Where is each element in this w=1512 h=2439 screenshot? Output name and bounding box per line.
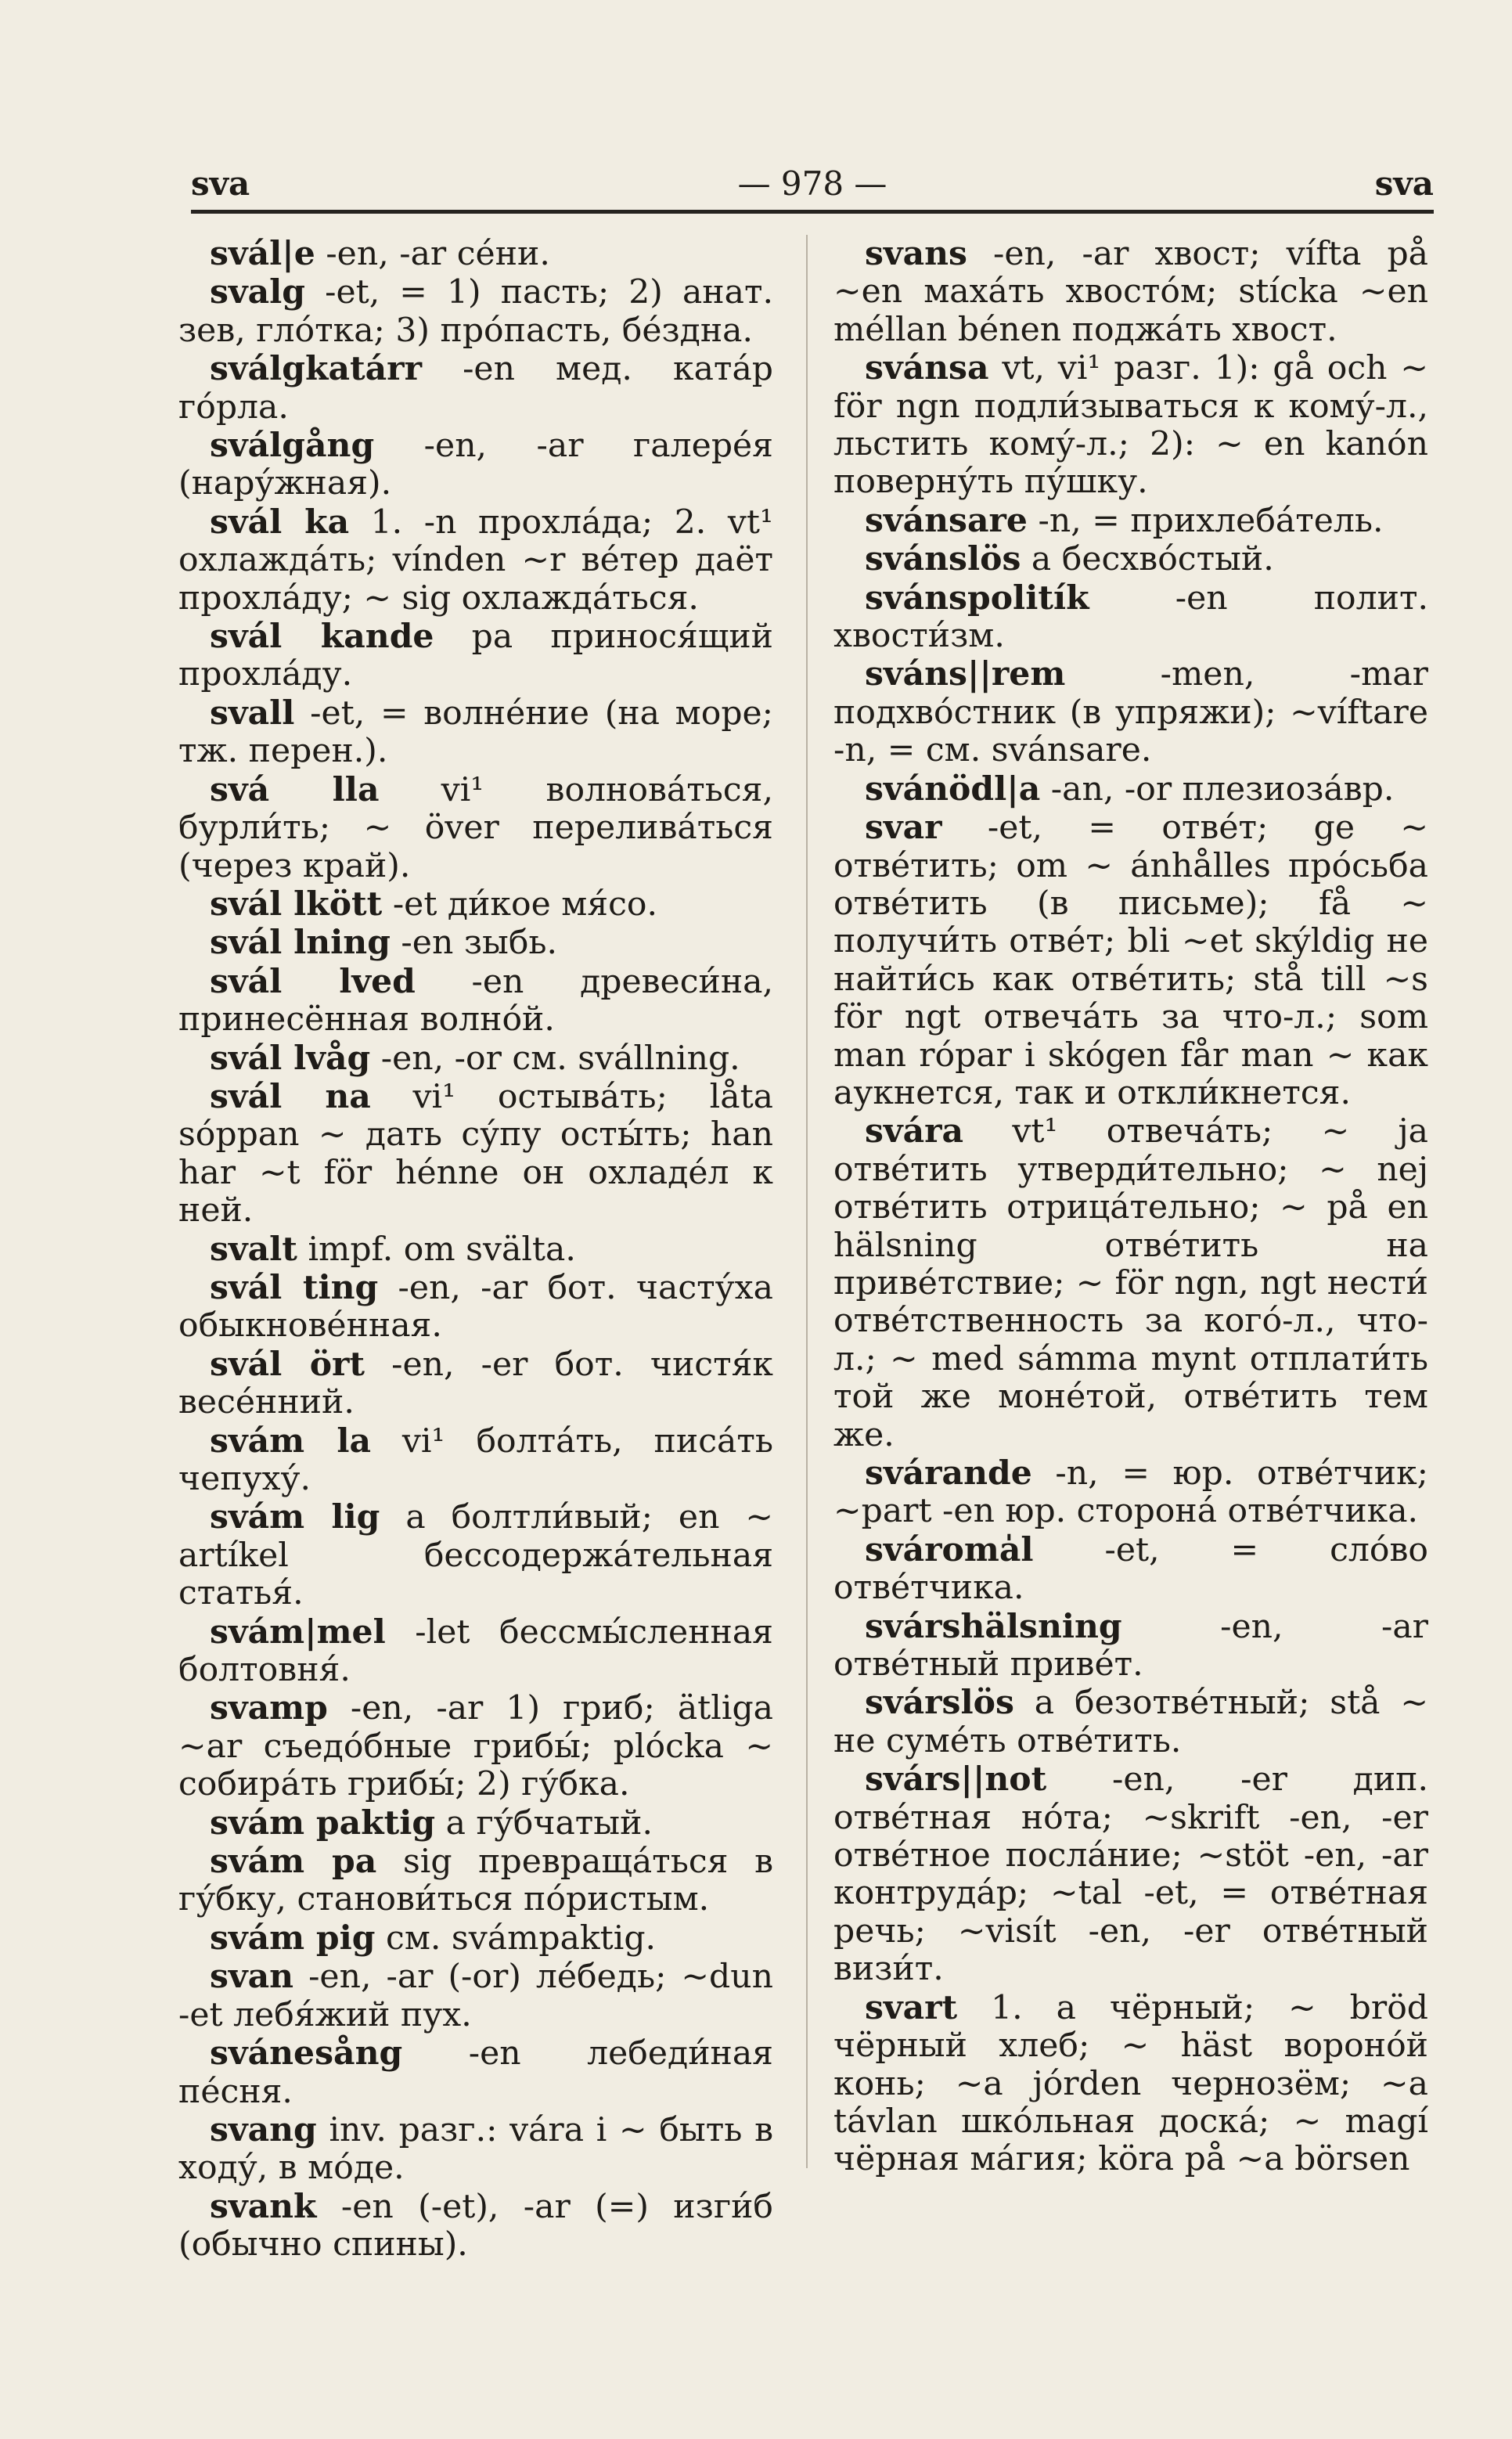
dictionary-entry bbox=[833, 1531, 1428, 1608]
entry-definition: vi¹ болта́ть, писа́ть чепуху́. bbox=[178, 1421, 774, 1498]
entry-definition: -n, = юр. отве́тчик; ~part -en юр. сторона́ отве́тчика. bbox=[833, 1454, 1428, 1531]
dictionary-entry bbox=[178, 1919, 773, 1958]
entry-headword: svalt bbox=[210, 1229, 297, 1269]
dictionary-entry bbox=[833, 770, 1428, 809]
entry-headword: svám paktig bbox=[210, 1803, 436, 1843]
entry-definition: -et, = сло́во отве́тчика. bbox=[833, 1530, 1428, 1608]
dictionary-entry bbox=[833, 235, 1428, 349]
entry-definition: -et, = отве́т; ge ~ отве́тить; om ~ ánhålles про́сьба отве́тить (в письме); få ~ получи́ть отве́т; bli ~et skýldig не найти́сь как отве́тить; stå till ~s för ngt отвеча́ть за что-л.; som man rópar i skógen får man ~ как аукнется, так и откли́кнется. bbox=[833, 809, 1428, 1112]
entry-definition: см. svámpaktig. bbox=[375, 1918, 657, 1958]
entry-definition: -en, -ar галере́я (нару́жная). bbox=[178, 427, 773, 503]
entry-headword: svang bbox=[210, 2109, 317, 2149]
running-header bbox=[191, 161, 1434, 208]
entry-definition: 1. -n прохла́да; 2. vt¹ охлажда́ть; vínden ~r ве́тер даёт прохла́ду; ~ sig охлажда́ться. bbox=[178, 503, 773, 618]
dictionary-entry bbox=[178, 1689, 773, 1803]
entry-headword: svá lla bbox=[210, 769, 380, 809]
entry-definition: -an, -or плезиоза́вр. bbox=[1040, 769, 1395, 809]
entry-headword: svál lved bbox=[210, 961, 416, 1001]
dictionary-entry bbox=[178, 2034, 773, 2111]
dictionary-entry bbox=[833, 1608, 1428, 1684]
entry-headword: svál na bbox=[210, 1076, 371, 1116]
entry-definition: -en, -ar хвост; vífta på ~en маха́ть хвосто́м; stícka ~en méllan bénen поджа́ть хвост. bbox=[833, 235, 1428, 349]
entry-headword: svar bbox=[865, 808, 942, 848]
entry-headword: svárslös bbox=[865, 1683, 1014, 1723]
entry-definition: vt, vi¹ разг. 1): gå och ~ för ngn подли́зываться к кому́-л., льстить кому́-л.; 2): ~ en kanón поверну́ть пу́шку. bbox=[833, 349, 1428, 502]
header-left-guideword: sva bbox=[191, 164, 250, 203]
entry-definition: -en, -ar бот. часту́ха обыкнове́нная. bbox=[178, 1268, 773, 1346]
entry-headword: svám|mel bbox=[210, 1612, 386, 1652]
entry-headword: svál lvåg bbox=[210, 1038, 371, 1078]
entry-definition: pa принося́щий прохла́ду. bbox=[178, 618, 773, 694]
dictionary-entry bbox=[178, 924, 773, 962]
dictionary-entry bbox=[178, 1613, 773, 1690]
entry-headword: svárshälsning bbox=[865, 1606, 1122, 1646]
page-number: — 978 — bbox=[737, 164, 887, 203]
entry-definition: -et, = 1) пасть; 2) анат. зев, гло́тка; 3) про́пасть, бе́здна. bbox=[178, 273, 773, 350]
entry-headword: svall bbox=[210, 693, 295, 733]
entry-definition: a безотве́тный; stå ~ не суме́ть отве́тить. bbox=[833, 1684, 1428, 1760]
dictionary-entry bbox=[833, 1989, 1428, 2179]
dictionary-entry bbox=[833, 349, 1428, 502]
entry-headword: svánsare bbox=[865, 500, 1028, 540]
dictionary-entry bbox=[833, 579, 1428, 656]
entry-definition: -en зыбь. bbox=[390, 924, 558, 963]
entry-headword: svára bbox=[865, 1111, 964, 1151]
entry-definition: -en, -ar се́ни. bbox=[315, 235, 550, 273]
dictionary-entry bbox=[178, 1958, 773, 2034]
dictionary-entry bbox=[833, 655, 1428, 769]
entry-headword: svál ka bbox=[210, 502, 350, 542]
entry-headword: svárande bbox=[865, 1454, 1032, 1493]
entry-definition: a бесхво́стый. bbox=[1021, 540, 1274, 579]
dictionary-entry bbox=[178, 1422, 773, 1499]
dictionary-entry bbox=[178, 1346, 773, 1422]
entry-headword: svál lkött bbox=[210, 884, 383, 924]
dictionary-entry bbox=[833, 1760, 1428, 1988]
dictionary-entry bbox=[178, 694, 773, 771]
entry-definition: -et, = волне́ние (на море; тж. перен.). bbox=[178, 694, 773, 771]
entry-headword: svál ting bbox=[210, 1267, 379, 1307]
entry-definition: -en, -or см. svállning. bbox=[370, 1039, 740, 1078]
entry-definition: sig превраща́ться в гу́бку, станови́ться по́ристым. bbox=[178, 1843, 773, 1919]
entry-definition: vi¹ волнова́ться, бурли́ть; ~ över перелива́ться (через край). bbox=[178, 770, 773, 885]
dictionary-entry bbox=[178, 1804, 773, 1843]
dictionary-entry bbox=[178, 885, 773, 924]
entry-headword: svart bbox=[865, 1987, 958, 2027]
dictionary-entry bbox=[178, 235, 773, 273]
entry-headword: sválgång bbox=[210, 426, 375, 466]
entry-definition: -en, -ar (-or) ле́бедь; ~dun -et лебя́жий пух. bbox=[178, 1958, 773, 2034]
entry-headword: svánslös bbox=[865, 539, 1021, 579]
dictionary-entry bbox=[178, 1039, 773, 1078]
dictionary-entry bbox=[178, 1843, 773, 1919]
entry-definition: -en древеси́на, принесённая волно́й. bbox=[178, 962, 773, 1039]
dictionary-entry bbox=[833, 502, 1428, 540]
entry-headword: svánspolitík bbox=[865, 578, 1089, 618]
entry-definition: -en мед. ката́р го́рла. bbox=[178, 350, 773, 427]
dictionary-entry bbox=[178, 350, 773, 427]
entry-headword: svalg bbox=[210, 272, 306, 312]
dictionary-entry bbox=[833, 1112, 1428, 1454]
entry-definition: -n, = прихлеба́тель. bbox=[1027, 501, 1384, 540]
entry-definition: vi¹ остыва́ть; låta sóppan ~ дать су́пу осты́ть; han har ~t för hénne он охладе́л к ней. bbox=[178, 1077, 773, 1230]
dictionary-column-left bbox=[178, 235, 773, 2264]
entry-definition: impf. om svälta. bbox=[297, 1230, 576, 1269]
entry-headword: svám pig bbox=[210, 1918, 376, 1958]
dictionary-entry bbox=[178, 1230, 773, 1269]
dictionary-entry bbox=[178, 1269, 773, 1346]
dictionary-entry bbox=[178, 618, 773, 694]
entry-headword: svank bbox=[210, 2186, 317, 2226]
dictionary-entry bbox=[178, 427, 773, 503]
entry-definition: -en полит. хвости́зм. bbox=[833, 578, 1428, 656]
entry-headword: svánödl|a bbox=[865, 769, 1041, 809]
dictionary-entry bbox=[833, 540, 1428, 578]
entry-headword: svál ört bbox=[210, 1344, 365, 1384]
entry-definition: -en (-et), -ar (=) изги́б (обычно спины). bbox=[178, 2187, 773, 2264]
column-divider bbox=[806, 235, 808, 2168]
entry-headword: svám lig bbox=[210, 1497, 380, 1537]
entry-definition: -let бессмы́сленная болтовня́. bbox=[178, 1612, 773, 1690]
entry-definition: vt¹ отвеча́ть; ~ ja отве́тить утверди́тельно; ~ nej отве́тить отрица́тельно; ~ på en hälsning отве́тить на приве́тствие; ~ för ngn, ngt нести́ отве́тственность за кого́-л., что-л.; ~ med sámma mynt отплати́ть той же моне́той, отве́тить тем же. bbox=[833, 1112, 1428, 1454]
entry-headword: sválgkatárr bbox=[210, 349, 422, 389]
entry-headword: svároma̍l bbox=[865, 1529, 1034, 1569]
entry-headword: svárs||not bbox=[865, 1760, 1047, 1800]
dictionary-entry bbox=[178, 771, 773, 885]
dictionary-entry bbox=[178, 2111, 773, 2188]
dictionary-entry bbox=[178, 2188, 773, 2264]
entry-headword: svans bbox=[865, 234, 967, 273]
dictionary-entry bbox=[178, 963, 773, 1039]
entry-definition: a гу́бчатый. bbox=[435, 1803, 653, 1843]
entry-headword: svám la bbox=[210, 1421, 372, 1461]
dictionary-entry bbox=[833, 1684, 1428, 1760]
dictionary-entry bbox=[178, 503, 773, 618]
dictionary-entry bbox=[833, 1454, 1428, 1531]
header-right-guideword: sva bbox=[1374, 164, 1434, 203]
entry-headword: svál|e bbox=[210, 234, 315, 273]
header-rule bbox=[191, 210, 1434, 214]
entry-definition: -en лебеди́ная пе́сня. bbox=[178, 2034, 773, 2111]
entry-definition: -et ди́кое мя́со. bbox=[382, 884, 657, 924]
entry-definition: -en, -ar отве́тный приве́т. bbox=[833, 1607, 1428, 1684]
entry-headword: svánsa bbox=[865, 348, 989, 388]
entry-headword: svánesång bbox=[210, 2034, 403, 2073]
entry-definition: a болтли́вый; en ~ artíkel бессодержа́тельная статья́. bbox=[178, 1498, 774, 1613]
dictionary-entry bbox=[178, 273, 773, 350]
dictionary-column-right bbox=[833, 235, 1428, 2179]
entry-definition: -en, -er дип. отве́тная но́та; ~skrift -en, -er отве́тное посла́ние; ~stöt -en, -ar контруда́р; ~tal -et, = отве́тная речь; ~visít -en, -er отве́тный визи́т. bbox=[833, 1760, 1428, 1989]
entry-definition: inv. разг.: vára i ~ быть в ходу́, в мо́де. bbox=[178, 2110, 773, 2188]
dictionary-entry bbox=[178, 1078, 773, 1230]
entry-headword: svám pa bbox=[210, 1842, 377, 1882]
entry-definition: 1. a чёрный; ~ bröd чёрный хлеб; ~ häst вороно́й конь; ~a jórden чернозём; ~a távlan шко́льная доска́; ~ magí чёрная ма́гия; köra på ~a börsen bbox=[833, 1988, 1428, 2179]
dictionary-entry bbox=[833, 809, 1428, 1112]
dictionary-entry bbox=[178, 1498, 773, 1612]
entry-definition: -en, -ar 1) гриб; ätliga ~ar съедо́бные грибы́; plócka ~ собира́ть грибы́; 2) гу́бка. bbox=[178, 1689, 773, 1804]
entry-headword: svál lning bbox=[210, 923, 391, 963]
entry-definition: -en, -er бот. чистя́к весе́нний. bbox=[178, 1345, 773, 1422]
entry-headword: sváns||rem bbox=[865, 654, 1066, 694]
entry-headword: svan bbox=[210, 1957, 294, 1997]
entry-headword: svamp bbox=[210, 1688, 328, 1728]
entry-definition: -men, -mar подхво́стник (в упряжи); ~víftare -n, = см. svánsare. bbox=[833, 655, 1428, 770]
entry-headword: svál kande bbox=[210, 617, 434, 657]
